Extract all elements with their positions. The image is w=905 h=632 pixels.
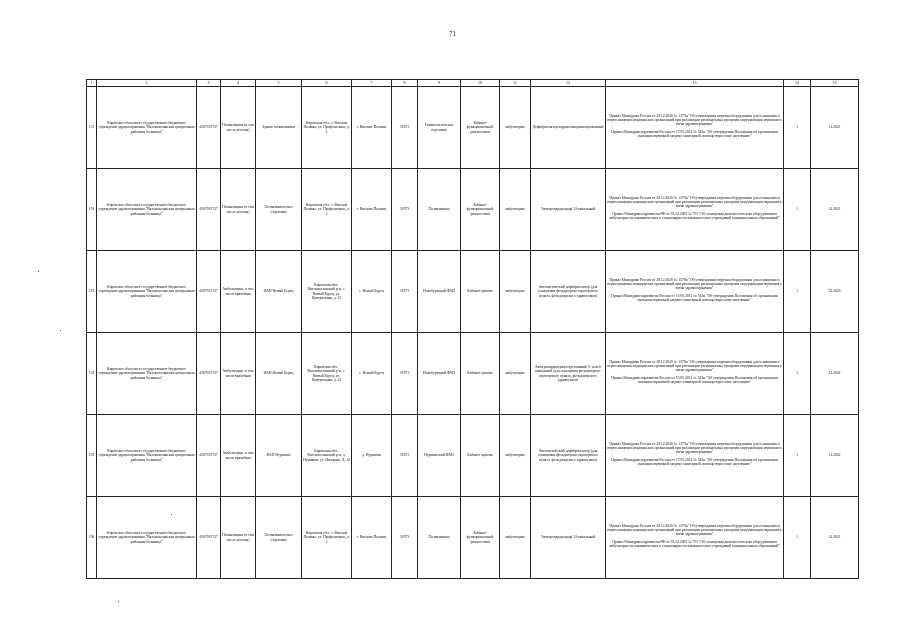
table-row [87,169,859,251]
address-cell: Кировская обл., г. Вятские Поляны, ул. Профсоюзная, д. 2 [302,497,352,579]
table-row [87,415,859,497]
department-cell: Новобурецкий ФАП [418,333,461,415]
quantity-cell: 1 [784,87,811,169]
inn-cell: 4307015727 [197,87,221,169]
oktmo-code-cell: 31873 [392,251,418,333]
quantity-cell: 1 [784,251,811,333]
legal-basis-basis2: Приказ Минздравсоцразвития РФ от 01.12.2005 № 753 "Об оснащении диагностическим оборудованием амбулаторно-поликлинических и стационарно-поликлинических учреждений муниципальных образований" [609,211,780,220]
header-cell: 7 [352,80,392,87]
settlement-cell: с. Новый Бурец [352,251,392,333]
legal-basis-basis1: Приказ Минздрава России от 28.12.2020 № 1379н "Об утверждении перечня оборудования для оснащения и переоснащения медицинских организаций при реализации региональных программ модернизации первичного звена здравоохранения" [607,360,782,373]
header-cell: 14 [784,80,811,87]
cabinet-cell: Кабинет функциональной диагностики [461,169,500,251]
legal-basis-basis2: Приказ Минздравсоцразвития России от 15.05.2012 № 543н "Об утверждении Положения об организации оказания первичной медико-санитарной помощи взрослому населению" [611,293,778,302]
table-row [87,497,859,579]
row-number-cell: 152 [87,169,97,251]
organization-name-cell: Кировское областное государственное бюджетное учреждение здравоохранения "Вятскополянская центральная районная больница" [97,251,197,333]
legal-basis-basis2: Приказ Минздравсоцразвития РФ от 01.12.2005 № 753 "Об оснащении диагностическим оборудованием амбулаторно-поликлинических и стационарно-поликлинических учреждений муниципальных образований" [609,539,780,548]
inn-cell: 4307015727 [197,497,221,579]
header-cell: 9 [418,80,461,87]
cabinet-cell: Кабинет функциональной диагностики [461,497,500,579]
legal-basis-cell [606,87,784,169]
cabinet-cell: Кабинет приема [461,333,500,415]
legal-basis-basis2: Приказ Минздравсоцразвития России от 15.05.2012 № 543н "Об утверждении Положения об организации оказания первичной медико-санитарной помощи взрослому населению" [611,375,778,384]
address-cell: Кировская обл., Вятскополянский р-н, с. Новый Бурец, ул. Центральная, д. 21 [302,333,352,415]
structural-unit-cell: ФАП Нурмаши [256,415,302,497]
header-cell: 10 [461,80,500,87]
settlement-cell: г. Вятские Поляны [352,169,392,251]
structural-unit-cell: Поликлиническое отделение [256,497,302,579]
quantity-cell: 1 [784,415,811,497]
legal-basis-basis1: Приказ Минздрава России от 28.12.2020 № 1379н "Об утверждении перечня оборудования для оснащения и переоснащения медицинских организаций при реализации региональных программ модернизации первичного звена здравоохранения" [607,524,782,537]
organization-name-cell: Кировское областное государственное бюджетное учреждение здравоохранения "Вятскополянская центральная районная больница" [97,497,197,579]
department-cell: Новобурецкий ФАП [418,251,461,333]
legal-basis-basis2: Приказ Минздравсоцразвития России от 15.05.2012 № 543н "Об утверждении Положения об организации оказания первичной медико-санитарной помощи взрослому населению" [611,129,778,138]
inn-cell: 4307015727 [197,251,221,333]
scan-speck [60,330,61,331]
cabinet-cell: Кабинет приема [461,415,500,497]
row-number-cell: 155 [87,415,97,497]
department-cell: Нурмашский ФАП [418,415,461,497]
care-form-cell: амбулаторно [500,169,531,251]
table-row [87,251,859,333]
oktmo-code-cell: 31873 [392,415,418,497]
settlement-cell: с. Новый Бурец [352,333,392,415]
organization-name-cell: Кировское областное государственное бюджетное учреждение здравоохранения "Вятскополянская центральная районная больница" [97,415,197,497]
header-cell: 13 [606,80,784,87]
address-cell: Кировская обл., Вятскополянский р-н, с. Новый Бурец, ул. Центральная, д. 21 [302,251,352,333]
header-row [87,80,859,87]
address-cell: Кировская обл., г. Вятские Поляны, ул. Профсоюзная, д. 2 [302,169,352,251]
settlement-cell: г. Вятские Поляны [352,87,392,169]
care-conditions-cell: Поликлиника (в том числе детская) [221,497,256,579]
care-conditions-cell: Поликлиника (в том числе детская) [221,169,256,251]
structural-unit-cell: Здание поликлиники [256,87,302,169]
delivery-date-cell: 12.2021 [811,87,859,169]
structural-unit-cell: ФАП Новый Бурец [256,251,302,333]
care-form-cell: амбулаторно [500,251,531,333]
legal-basis-basis1: Приказ Минздрава России от 28.12.2020 № 1379н "Об утверждении перечня оборудования для оснащения и переоснащения медицинских организаций при реализации региональных программ модернизации первичного звена здравоохранения" [607,196,782,209]
quantity-cell: 1 [784,333,811,415]
legal-basis-cell [606,497,784,579]
table-row [87,333,859,415]
header-cell: 3 [197,80,221,87]
inn-cell: 4307015727 [197,169,221,251]
row-number-cell: 151 [87,87,97,169]
legal-basis-basis1: Приказ Минздрава России от 28.12.2020 № 1379н "Об утверждении перечня оборудования для оснащения и переоснащения медицинских организаций при реализации региональных программ модернизации первичного звена здравоохранения" [607,442,782,455]
header-cell: 12 [531,80,606,87]
oktmo-code-cell: 31873 [392,87,418,169]
header-cell: 5 [256,80,302,87]
organization-name-cell: Кировское областное государственное бюджетное учреждение здравоохранения "Вятскополянская центральная районная больница" [97,169,197,251]
equipment-name-cell: Электрокардиограф портативный 3- или 6-канальный (для оснащения фельдшерско-акушерского пункта, фельдшерского здравпункта) [531,333,606,415]
delivery-date-cell: 12.2023 [811,251,859,333]
organization-name-cell: Кировское областное государственное бюджетное учреждение здравоохранения "Вятскополянская центральная районная больница" [97,333,197,415]
quantity-cell: 1 [784,497,811,579]
care-conditions-cell: Амбулаторно, в том числе врачебная [221,415,256,497]
care-form-cell: амбулаторно [500,87,531,169]
equipment-name-cell: Автоматический дефибриллятор (для оснащения фельдшерско-акушерского пункта, фельдшерского здравпункта) [531,251,606,333]
settlement-cell: д. Нурмаши [352,415,392,497]
inn-cell: 4307015727 [197,333,221,415]
inn-cell: 4307015727 [197,415,221,497]
delivery-date-cell: 12.2021 [811,169,859,251]
header-cell: 4 [221,80,256,87]
care-conditions-cell: Амбулаторно, в том числе врачебная [221,251,256,333]
scan-speck [118,601,119,602]
legal-basis-cell [606,251,784,333]
settlement-cell: г. Вятские Поляны [352,497,392,579]
cabinet-cell: Кабинет функциональной диагностики [461,87,500,169]
row-number-cell: 156 [87,497,97,579]
organization-name-cell: Кировское областное государственное бюджетное учреждение здравоохранения "Вятскополянская центральная районная больница" [97,87,197,169]
delivery-date-cell: 12.2024 [811,333,859,415]
header-cell: 1 [87,80,97,87]
delivery-date-cell: 12.2021 [811,497,859,579]
header-cell: 6 [302,80,352,87]
address-cell: Кировская обл., г. Вятские Поляны, ул. Профсоюзная, д. 2 [302,87,352,169]
delivery-date-cell: 12.2022 [811,415,859,497]
legal-basis-basis1: Приказ Минздрава России от 28.12.2020 № 1379н "Об утверждении перечня оборудования для оснащения и переоснащения медицинских организаций при реализации региональных программ модернизации первичного звена здравоохранения" [607,114,782,127]
care-conditions-cell: Поликлиника (в том числе детская) [221,87,256,169]
equipment-name-cell: Дефибриллятор кардиосинхронизированный [531,87,606,169]
legal-basis-cell [606,333,784,415]
scan-speck [171,514,172,515]
equipment-name-cell: Автоматический дефибриллятор (для оснащения фельдшерско-акушерского пункта, фельдшерского здравпункта) [531,415,606,497]
table-row [87,87,859,169]
row-number-cell: 153 [87,251,97,333]
oktmo-code-cell: 31873 [392,169,418,251]
department-cell: Поликлиника [418,497,461,579]
structural-unit-cell: ФАП Новый Бурец [256,333,302,415]
row-number-cell: 154 [87,333,97,415]
header-cell: 15 [811,80,859,87]
header-cell: 2 [97,80,197,87]
equipment-table [86,79,859,579]
page-number: 71 [449,30,456,38]
oktmo-code-cell: 31873 [392,497,418,579]
equipment-name-cell: Электрокардиограф 12-канальный [531,497,606,579]
legal-basis-basis1: Приказ Минздрава России от 28.12.2020 № 1379н "Об утверждении перечня оборудования для оснащения и переоснащения медицинских организаций при реализации региональных программ модернизации первичного звена здравоохранения" [607,278,782,291]
cabinet-cell: Кабинет приема [461,251,500,333]
department-cell: Поликлиника [418,169,461,251]
quantity-cell: 1 [784,169,811,251]
address-cell: Кировская обл., Вятскополянский р-н, д. Нурмаши, ул. Нагорная, Д. 14 [302,415,352,497]
header-cell: 8 [392,80,418,87]
equipment-name-cell: Электрокардиограф 12-канальный [531,169,606,251]
department-cell: Гинекологическое отделение [418,87,461,169]
care-form-cell: амбулаторно [500,497,531,579]
care-form-cell: амбулаторно [500,333,531,415]
care-conditions-cell: Амбулаторно, в том числе врачебная [221,333,256,415]
scan-speck [38,271,39,272]
legal-basis-basis2: Приказ Минздравсоцразвития России от 15.05.2012 № 543н "Об утверждении Положения об организации оказания первичной медико-санитарной помощи взрослому населению" [611,457,778,466]
structural-unit-cell: Поликлиническое отделение [256,169,302,251]
header-cell: 11 [500,80,531,87]
oktmo-code-cell: 31873 [392,333,418,415]
care-form-cell: амбулаторно [500,415,531,497]
legal-basis-cell [606,415,784,497]
legal-basis-cell [606,169,784,251]
